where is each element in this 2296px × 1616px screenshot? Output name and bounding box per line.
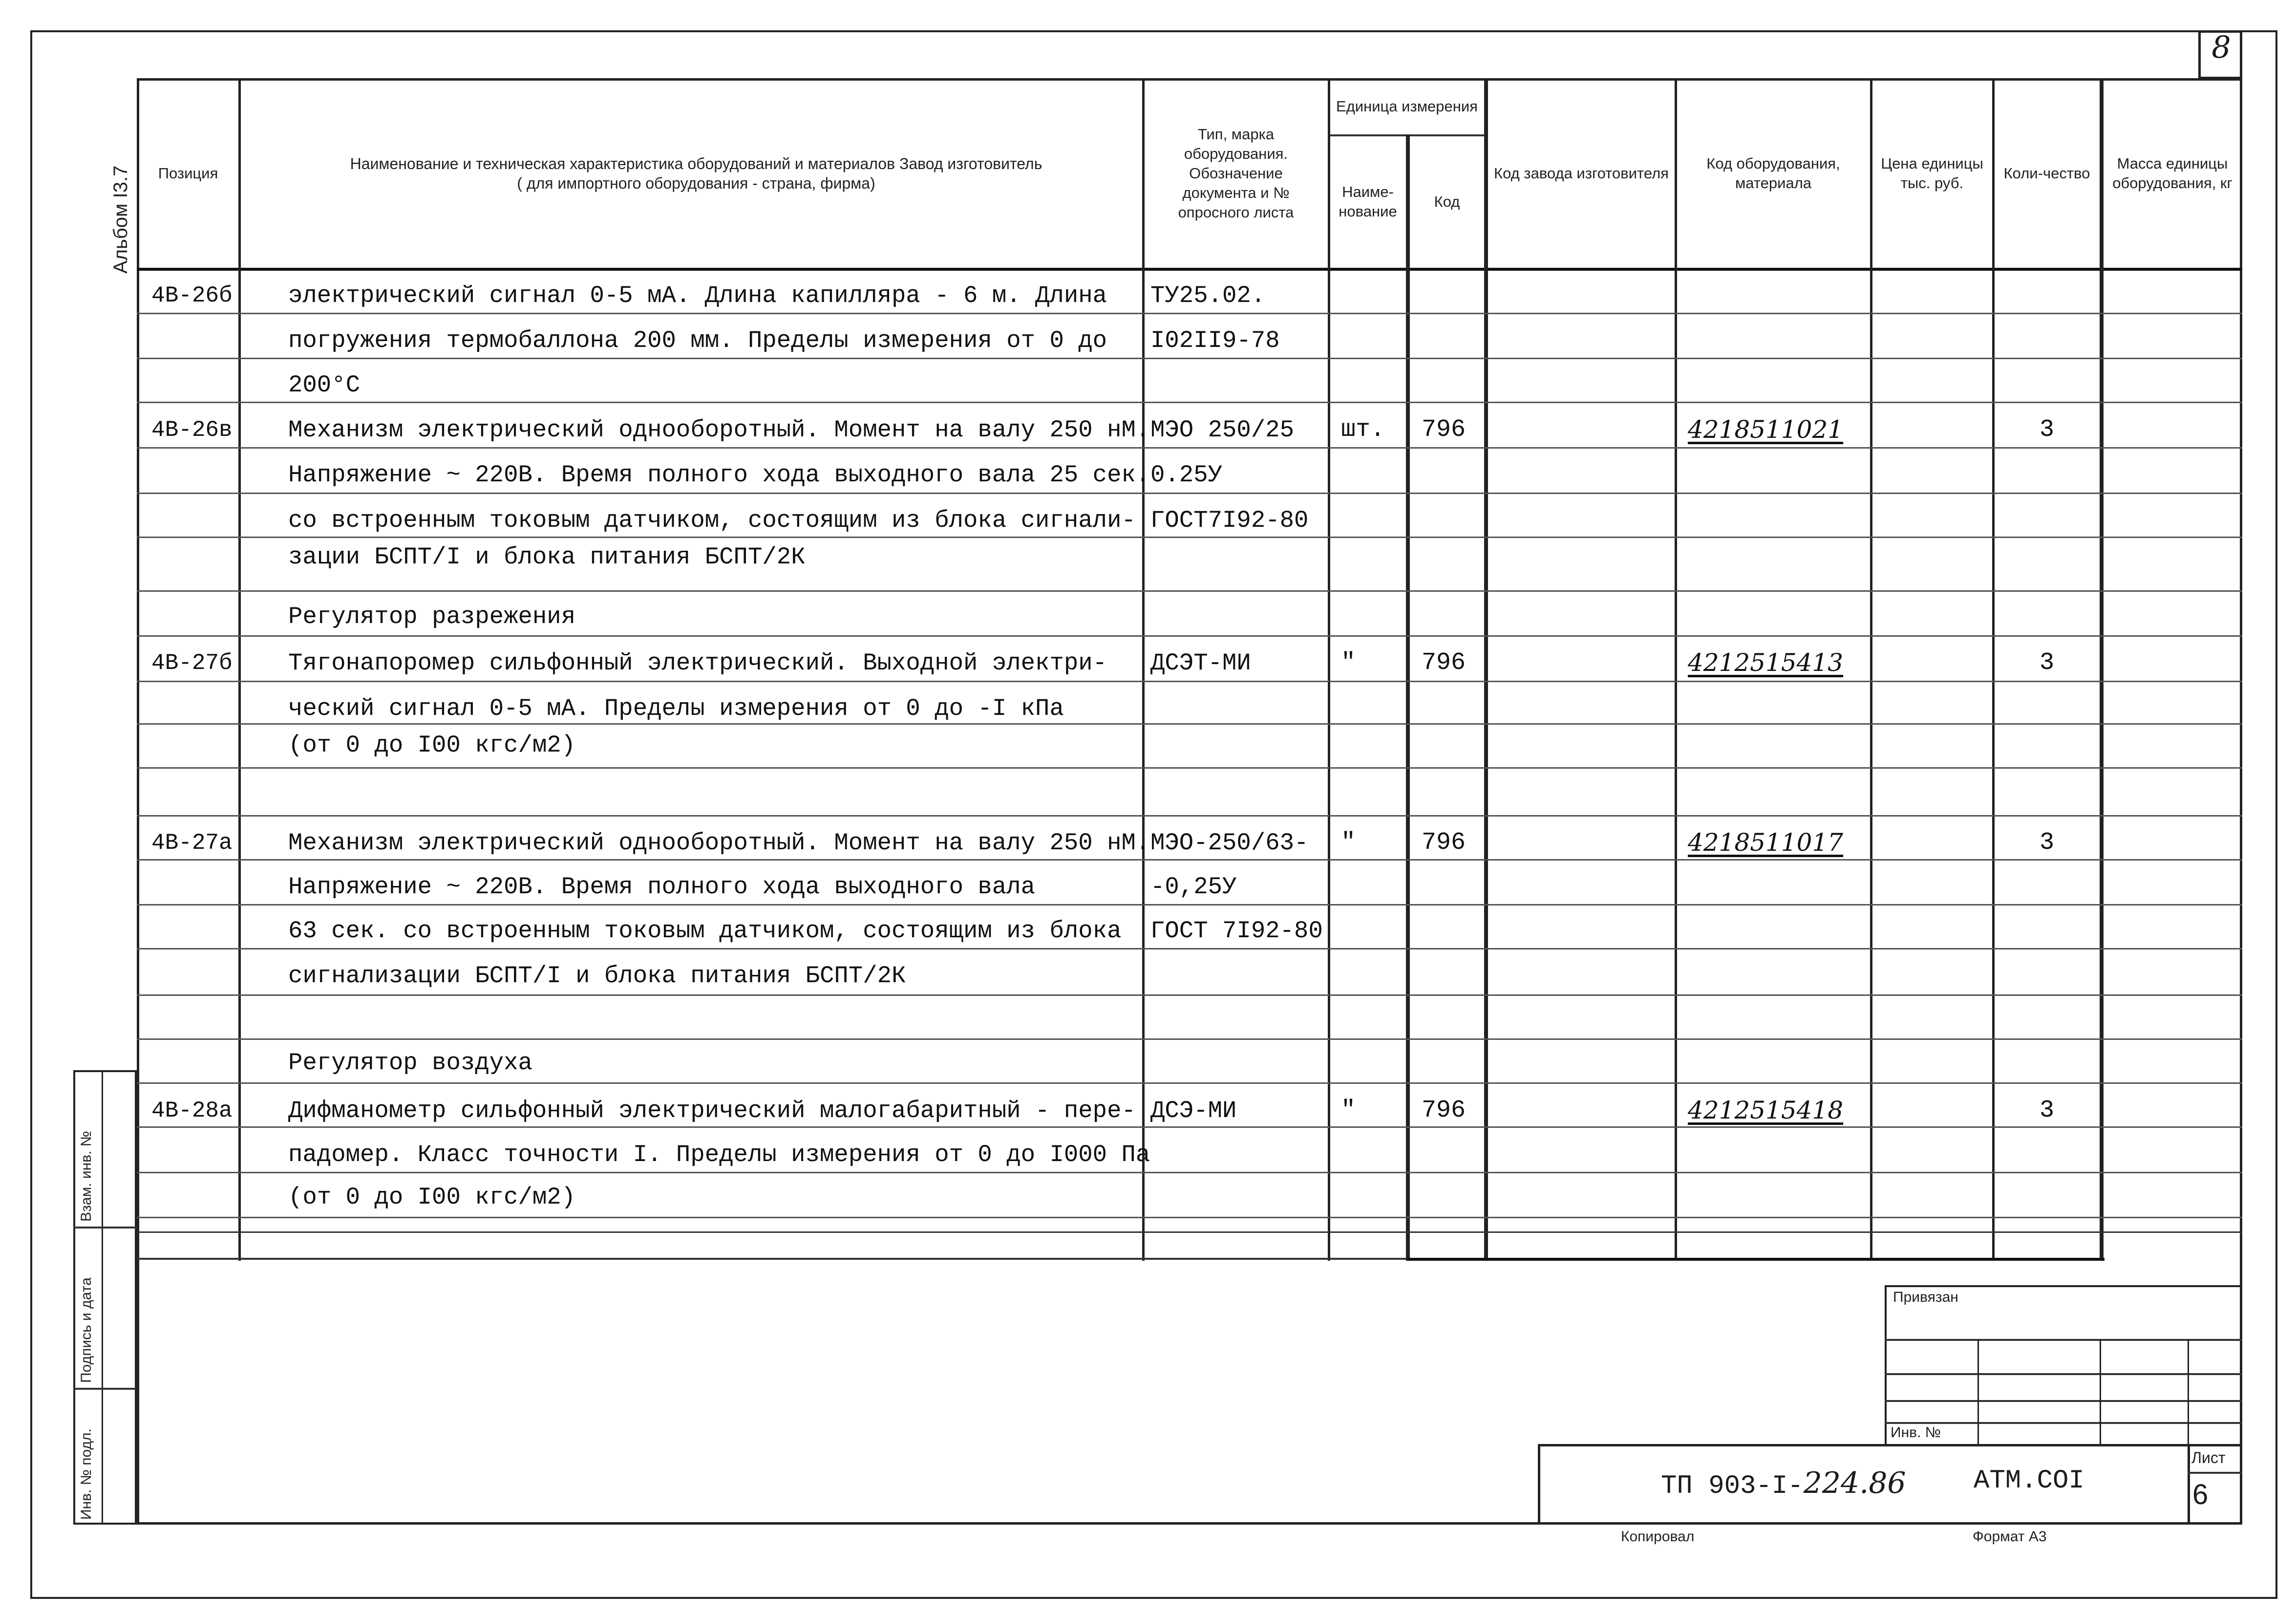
row-description: ческий сигнал 0-5 мА. Пределы измерения от 0 до -I кПа [288,695,1064,722]
row-description: Напряжение ~ 220В. Время полного хода выходного вала 25 сек. [288,461,1150,489]
row-description: (от 0 до I00 кгс/м2) [288,732,576,759]
tb-vline-3 [2188,1339,2189,1446]
header-plant-code: Код завода изготовителя [1494,165,1669,182]
row-quantity: 3 [2040,649,2055,677]
album-label: Альбом I3.7 [110,165,131,274]
row-type: I02II9-78 [1150,327,1280,354]
row-separator [137,1082,2242,1084]
row-equipment-code: 4218511017 [1688,828,1844,857]
row-description: Регулятор разрежения [288,603,576,630]
row-description: падомер. Класс точности I. Пределы измерения от 0 до I000 Па [288,1141,1150,1168]
table-bottom-line [1406,1258,2105,1261]
tb-sheet-line [2188,1472,2242,1474]
stamp-sep-1 [73,1227,137,1228]
row-type: ДСЭ-МИ [1150,1097,1237,1124]
row-description: 200°С [288,371,361,399]
row-position: 4В-26б [151,283,233,308]
row-description: Тягонапоромер сильфонный электрический. Выходной электри- [288,649,1107,677]
stamp-inv-podl: Инв. № подл. [78,1428,94,1520]
row-separator [137,1217,2242,1218]
stamp-sep-2 [73,1388,137,1390]
tb-vline-2 [2100,1339,2101,1446]
row-quantity: 3 [2040,416,2055,444]
corner-sheet-number: 8 [2211,29,2231,65]
row-description: 63 сек. со встроенным токовым датчиком, состоящим из блока [288,917,1122,945]
header-quantity: Коли-чество [2003,165,2090,182]
row-separator [137,1231,2242,1233]
row-quantity: 3 [2040,829,2055,857]
doc-number-hand: 224.86 [1803,1466,1906,1500]
row-separator [137,635,2242,637]
row-equipment-code: 4212515413 [1688,648,1844,677]
header-unit-group: Единица измерения [1336,97,1478,115]
row-type: ГОСТ 7I92-80 [1150,917,1323,945]
footer-copied: Копировал [1621,1529,1695,1545]
row-equipment-code: 4212515418 [1688,1096,1844,1124]
row-type: МЭО 250/25 [1150,416,1295,444]
row-description: Регулятор воздуха [288,1049,532,1077]
sheet-label: Лист [2191,1449,2226,1466]
row-separator [137,1038,2242,1040]
stamp-signature-date: Подпись и дата [78,1277,94,1383]
row-separator [137,493,2242,494]
row-position: 4В-27б [151,650,233,676]
title-inv-no: Инв. № [1891,1424,1941,1441]
row-description: Напряжение ~ 220В. Время полного хода выходного вала [288,873,1036,901]
header-mass: Масса единицы оборудования, кг [2112,155,2232,192]
row-separator [137,904,2242,905]
row-position: 4В-27а [151,830,233,856]
title-linked: Привязан [1893,1289,1958,1305]
footer-format: Формат А3 [1973,1529,2047,1545]
sheet-number: 6 [2192,1479,2209,1510]
row-unit: " [1341,829,1356,857]
row-type: 0.25У [1150,461,1223,489]
row-separator [137,994,2242,996]
row-separator [137,767,2242,769]
header-bottom-line [137,268,2242,271]
tb-sheet-divider [2188,1444,2190,1525]
row-type: МЭО-250/63- [1150,829,1309,857]
header-unit-code: Код [1434,193,1460,210]
header-position: Позиция [158,165,218,182]
row-unit: " [1341,1097,1356,1124]
row-unit-code: 796 [1422,649,1466,677]
row-separator [137,358,2242,359]
doc-prefix: ТП 903-I- [1661,1471,1804,1501]
row-description: со встроенным токовым датчиком, состоящим из блока сигнали- [288,507,1136,534]
row-separator [137,815,2242,817]
header-equipment-code: Код оборудования, материала [1706,155,1840,192]
row-description: электрический сигнал 0-5 мА. Длина капилляра - 6 м. Длина [288,282,1107,309]
row-description: (от 0 до I00 кгс/м2) [288,1184,576,1211]
row-description: зации БСПТ/I и блока питания БСПТ/2К [288,543,806,571]
row-description: Дифманометр сильфонный электрический малогабаритный - пере- [288,1097,1136,1124]
row-equipment-code: 4218511021 [1688,415,1844,444]
tb-vline-1 [1977,1339,1979,1446]
row-separator [137,537,2242,538]
row-position: 4В-28а [151,1098,233,1123]
row-unit: " [1341,649,1356,677]
row-position: 4В-26в [151,417,233,443]
row-type: -0,25У [1150,873,1237,901]
doc-code: АТМ.СОI [1974,1466,2084,1496]
header-type: Тип, марка оборудования. Обозначение документа и № опросного листа [1178,126,1294,221]
row-separator [137,1172,2242,1173]
row-description: Механизм электрический однооборотный. Момент на валу 250 нМ. [288,829,1150,857]
table-bottom-left [137,1258,1407,1260]
row-separator [137,859,2242,861]
stamp-divider [102,1070,103,1525]
row-separator [137,681,2242,682]
row-separator [137,402,2242,403]
row-type: ГОСТ7I92-80 [1150,507,1309,534]
row-separator [137,447,2242,449]
row-separator [137,590,2242,592]
row-unit: шт. [1341,416,1385,444]
row-separator [137,723,2242,725]
doc-number [1661,1466,1906,1501]
row-type: ТУ25.02. [1150,282,1266,309]
row-separator [137,1126,2242,1128]
col-line-4 [1406,134,1410,1261]
row-separator [137,313,2242,314]
row-type: ДСЭТ-МИ [1150,649,1251,677]
row-separator [137,948,2242,949]
row-unit-code: 796 [1422,829,1466,857]
row-description: Механизм электрический однооборотный. Момент на валу 250 нМ. [288,416,1150,444]
row-description: погружения термобаллона 200 мм. Пределы измерения от 0 до [288,327,1107,354]
header-unit-name: Наиме-нование [1339,183,1397,220]
row-unit-code: 796 [1422,416,1466,444]
header-price: Цена единицы тыс. руб. [1881,155,1983,192]
header-name: Наименование и техническая характеристика оборудований и материалов Завод изготовитель ( для импортного оборудования - страна, фирма) [350,155,1042,192]
row-unit-code: 796 [1422,1097,1466,1124]
row-description: сигнализации БСПТ/I и блока питания БСПТ/2К [288,962,906,990]
row-quantity: 3 [2040,1097,2055,1124]
stamp-vzam-inv: Взам. инв. № [78,1131,94,1222]
